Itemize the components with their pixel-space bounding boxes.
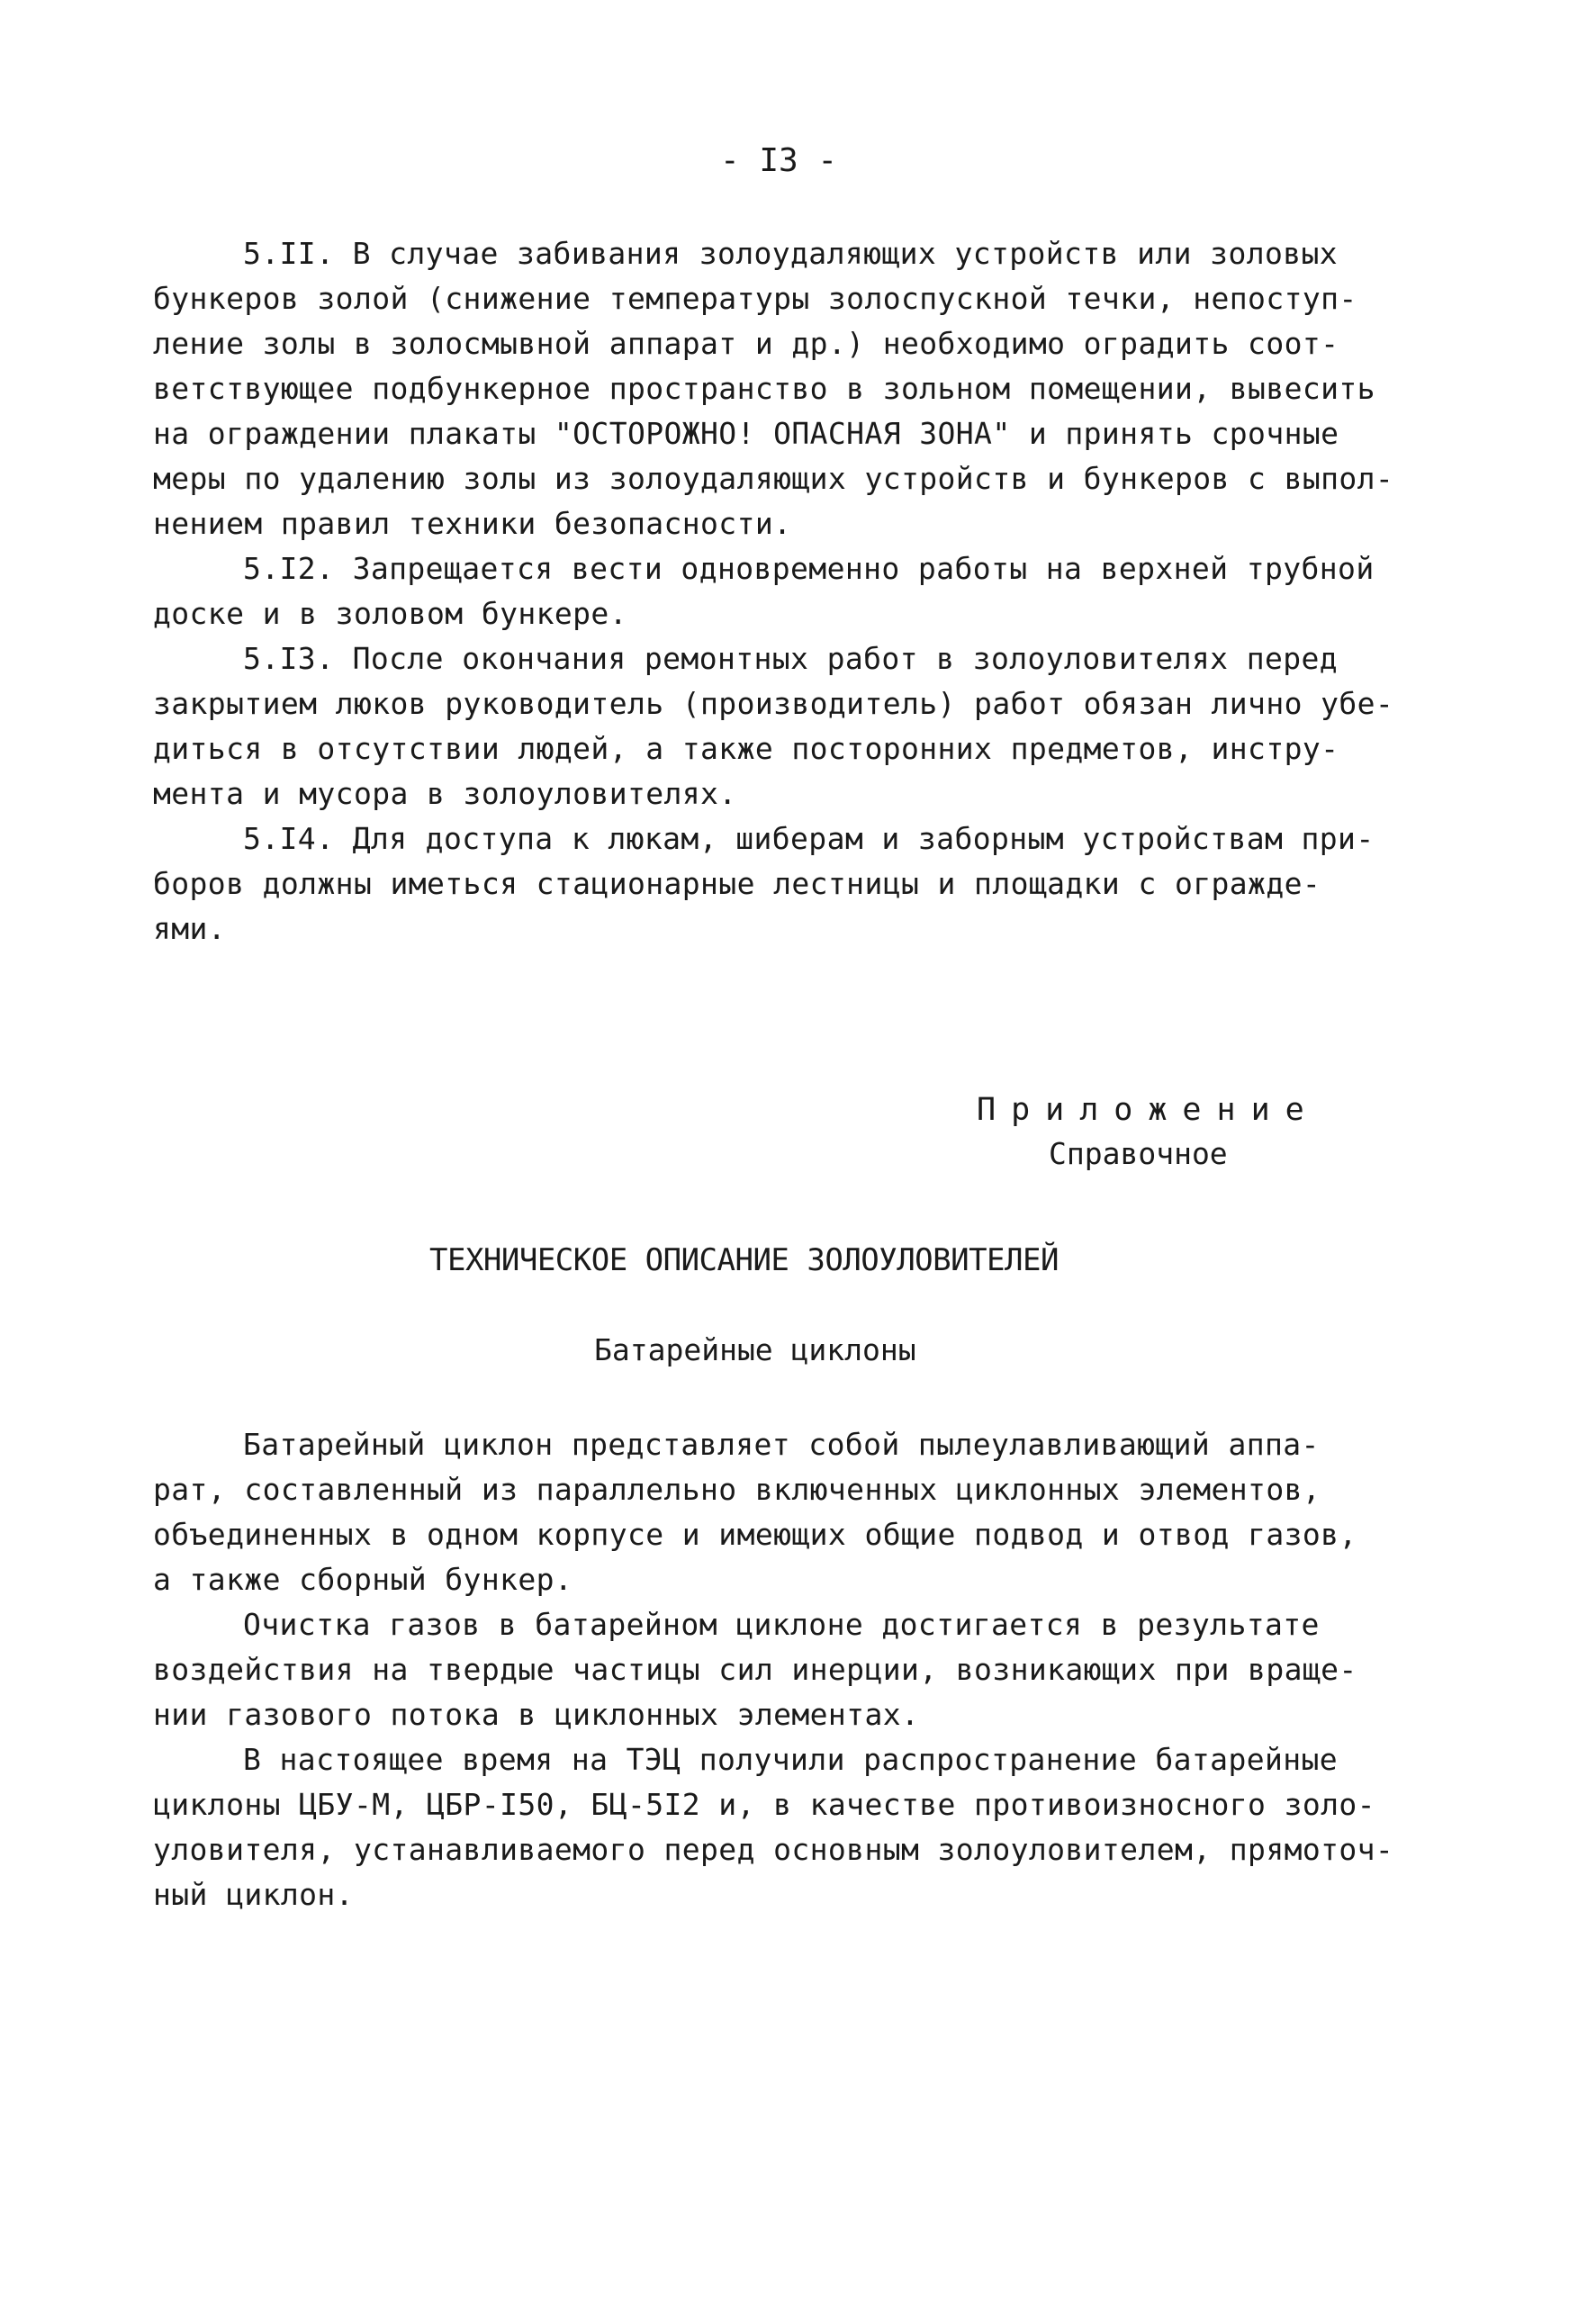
text-line: объединенных в одном корпусе и имеющих общие подвод и отвод газов,	[153, 1517, 1357, 1552]
text-line: 5.I4. Для доступа к люкам, шиберам и заборным устройствам при-	[243, 821, 1375, 856]
text-line: нии газового потока в циклонных элементах.	[153, 1697, 920, 1732]
text-line: ветствующее подбункерное пространство в зольном помещении, вывесить	[153, 371, 1375, 406]
section-subtitle: Батарейные циклоны	[594, 1332, 916, 1367]
text-line: В настоящее время на ТЭЦ получили распространение батарейные	[243, 1742, 1339, 1777]
text-line: мента и мусора в золоуловителях.	[153, 776, 737, 811]
text-line: на ограждении плакаты "ОСТОРОЖНО! ОПАСНАЯ ЗОНА" и принять срочные	[153, 416, 1339, 451]
text-line: уловителя, устанавливаемого перед основным золоуловителем, прямоточ-	[153, 1832, 1394, 1867]
text-line: 5.I3. После окончания ремонтных работ в золоуловителях перед	[243, 641, 1339, 676]
text-line: циклоны ЦБУ-М, ЦБР-I50, БЦ-5I2 и, в качестве противоизносного золо-	[153, 1787, 1375, 1822]
text-line: рат, составленный из параллельно включенных циклонных элементов,	[153, 1472, 1321, 1507]
text-line: закрытием люков руководитель (производитель) работ обязан лично убе-	[153, 686, 1394, 721]
appendix-label: Приложение	[977, 1092, 1320, 1128]
text-line: 5.II. В случае забивания золоудаляющих устройств или золовых	[243, 236, 1339, 271]
appendix-type: Справочное	[1049, 1136, 1228, 1171]
text-line: ление золы в золосмывной аппарат и др.) необходимо оградить соот-	[153, 326, 1339, 361]
text-line: нением правил техники безопасности.	[153, 506, 792, 541]
text-line: а также сборный бункер.	[153, 1562, 573, 1597]
text-line: Очистка газов в батарейном циклоне достигается в результате	[243, 1607, 1320, 1642]
section-title: ТЕХНИЧЕСКОЕ ОПИСАНИЕ ЗОЛОУЛОВИТЕЛЕЙ	[429, 1242, 1059, 1278]
text-line: меры по удалению золы из золоудаляющих устройств и бункеров с выпол-	[153, 461, 1394, 496]
text-line: Батарейный циклон представляет собой пылеулавливающий аппа-	[243, 1427, 1320, 1462]
page-number: - I3 -	[720, 142, 838, 179]
text-line: ями.	[153, 911, 227, 946]
text-line: ный циклон.	[153, 1877, 354, 1912]
text-line: воздействия на твердые частицы сил инерции, возникающих при враще-	[153, 1652, 1357, 1687]
text-line: диться в отсутствии людей, а также посторонних предметов, инстру-	[153, 731, 1339, 766]
text-line: 5.I2. Запрещается вести одновременно работы на верхней трубной	[243, 551, 1375, 586]
text-line: бункеров золой (снижение температуры золоспускной течки, непоступ-	[153, 281, 1357, 316]
text-line: боров должны иметься стационарные лестницы и площадки с огражде-	[153, 866, 1321, 901]
text-line: доске и в золовом бункере.	[153, 596, 627, 631]
